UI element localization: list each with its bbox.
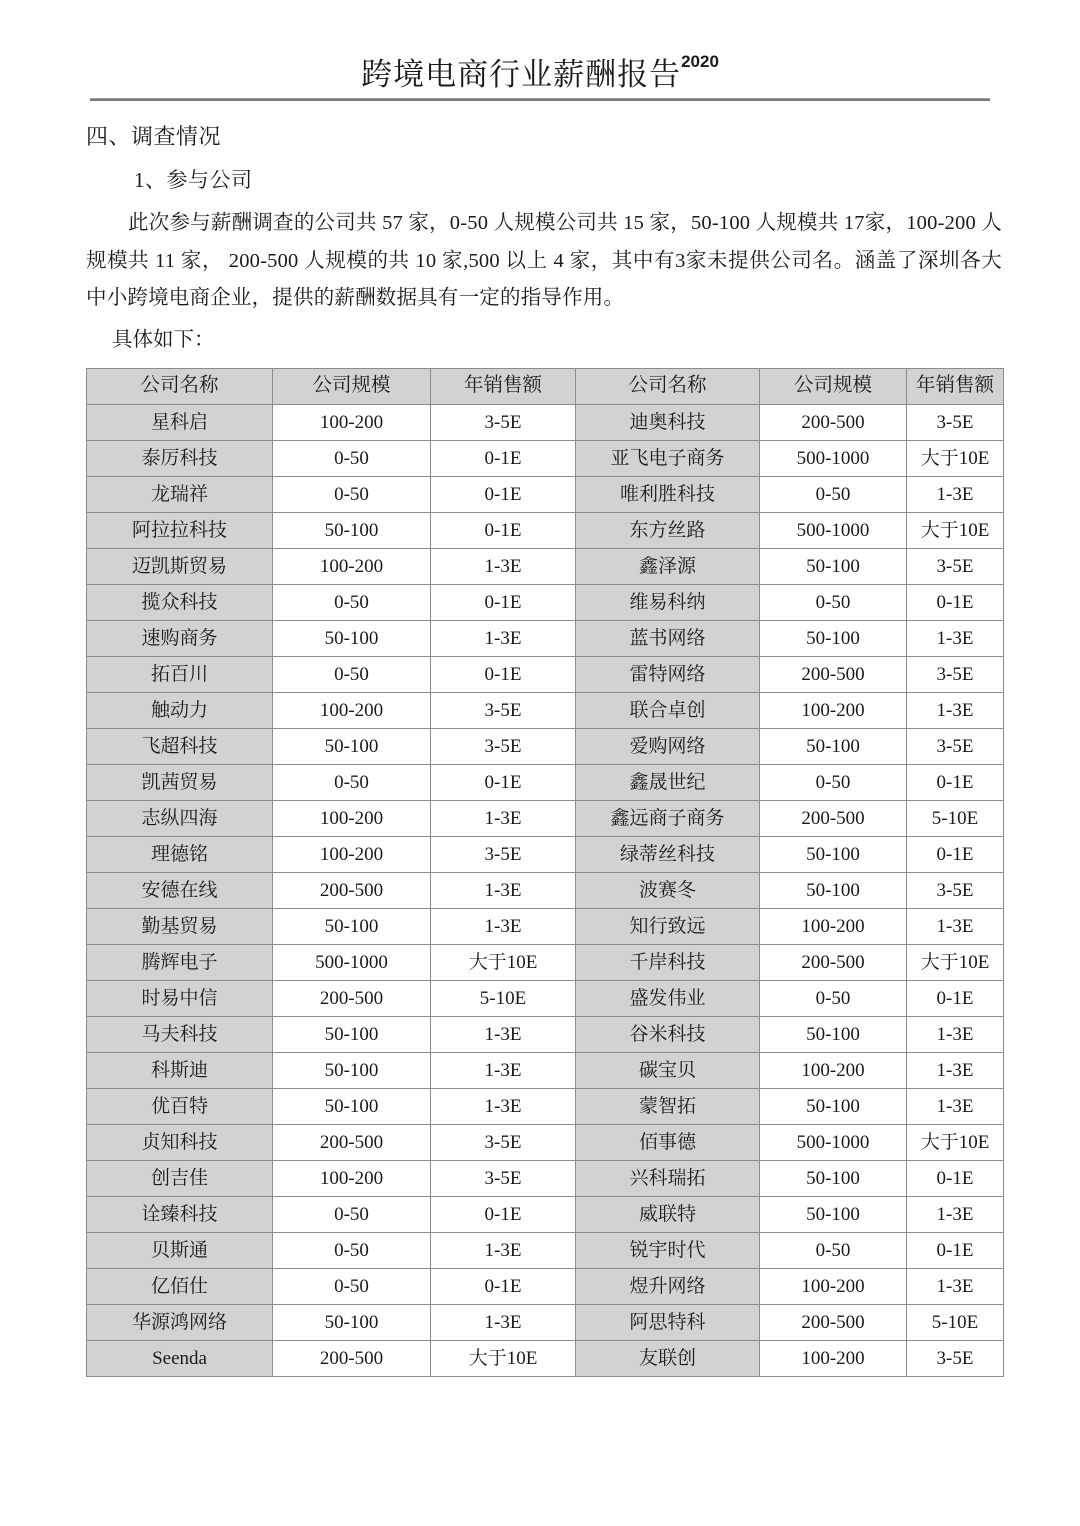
cell-company-size-right: 200-500 — [760, 405, 907, 441]
cell-company-name-right: 维易科纳 — [576, 585, 760, 621]
cell-company-name-left: 科斯迪 — [87, 1053, 273, 1089]
cell-annual-sales-right: 3-5E — [907, 729, 1004, 765]
table-row — [87, 513, 1004, 549]
table-row — [87, 1125, 1004, 1161]
cell-annual-sales-right: 1-3E — [907, 477, 1004, 513]
cell-company-name-left: 星科启 — [87, 405, 273, 441]
cell-annual-sales-right: 3-5E — [907, 657, 1004, 693]
cell-annual-sales-right: 3-5E — [907, 1341, 1004, 1377]
cell-company-size-left: 0-50 — [273, 585, 431, 621]
table-row — [87, 1161, 1004, 1197]
cell-company-size-left: 200-500 — [273, 1341, 431, 1377]
cell-company-size-right: 100-200 — [760, 693, 907, 729]
cell-company-name-left: 揽众科技 — [87, 585, 273, 621]
cell-company-size-left: 50-100 — [273, 1305, 431, 1341]
column-header-company-size-right: 公司规模 — [760, 369, 907, 405]
section-heading: 四、调查情况 — [86, 124, 222, 150]
column-header-annual-sales-right: 年销售额 — [907, 369, 1004, 405]
table-row — [87, 801, 1004, 837]
cell-company-size-right: 50-100 — [760, 1197, 907, 1233]
cell-company-name-left: 凯茜贸易 — [87, 765, 273, 801]
cell-annual-sales-left: 1-3E — [431, 1233, 576, 1269]
cell-annual-sales-left: 3-5E — [431, 837, 576, 873]
cell-annual-sales-right: 大于10E — [907, 1125, 1004, 1161]
cell-company-size-right: 50-100 — [760, 837, 907, 873]
cell-company-size-right: 100-200 — [760, 1053, 907, 1089]
page-title-year-superscript: 2020 — [681, 51, 719, 71]
cell-annual-sales-right: 0-1E — [907, 585, 1004, 621]
table-body — [87, 405, 1004, 1377]
cell-annual-sales-right: 0-1E — [907, 765, 1004, 801]
table-row — [87, 1341, 1004, 1377]
cell-company-size-left: 100-200 — [273, 1161, 431, 1197]
cell-company-name-left: 腾辉电子 — [87, 945, 273, 981]
cell-annual-sales-left: 0-1E — [431, 1269, 576, 1305]
cell-annual-sales-left: 1-3E — [431, 801, 576, 837]
table-row — [87, 477, 1004, 513]
cell-company-name-right: 鑫远商子商务 — [576, 801, 760, 837]
cell-company-size-right: 50-100 — [760, 549, 907, 585]
cell-company-name-right: 知行致远 — [576, 909, 760, 945]
cell-company-size-left: 500-1000 — [273, 945, 431, 981]
cell-company-name-left: 飞超科技 — [87, 729, 273, 765]
cell-company-size-right: 100-200 — [760, 1341, 907, 1377]
cell-company-size-right: 100-200 — [760, 909, 907, 945]
cell-annual-sales-right: 0-1E — [907, 1161, 1004, 1197]
cell-annual-sales-left: 1-3E — [431, 873, 576, 909]
cell-annual-sales-right: 1-3E — [907, 693, 1004, 729]
cell-company-name-left: 华源鸿网络 — [87, 1305, 273, 1341]
cell-annual-sales-right: 1-3E — [907, 621, 1004, 657]
table-row — [87, 873, 1004, 909]
cell-company-name-right: 煜升网络 — [576, 1269, 760, 1305]
cell-company-name-right: 鑫泽源 — [576, 549, 760, 585]
cell-company-size-right: 500-1000 — [760, 1125, 907, 1161]
cell-company-name-right: 唯利胜科技 — [576, 477, 760, 513]
cell-company-size-right: 50-100 — [760, 1089, 907, 1125]
cell-annual-sales-right: 1-3E — [907, 1017, 1004, 1053]
cell-annual-sales-left: 1-3E — [431, 909, 576, 945]
cell-company-name-right: 锐宇时代 — [576, 1233, 760, 1269]
cell-annual-sales-left: 3-5E — [431, 729, 576, 765]
cell-company-size-left: 100-200 — [273, 405, 431, 441]
cell-company-size-left: 100-200 — [273, 549, 431, 585]
cell-annual-sales-right: 1-3E — [907, 909, 1004, 945]
table-row — [87, 1089, 1004, 1125]
cell-annual-sales-left: 0-1E — [431, 585, 576, 621]
cell-company-size-left: 50-100 — [273, 513, 431, 549]
cell-company-size-left: 50-100 — [273, 909, 431, 945]
cell-company-size-right: 50-100 — [760, 873, 907, 909]
cell-annual-sales-right: 1-3E — [907, 1269, 1004, 1305]
header-divider — [90, 98, 990, 101]
table-row — [87, 1305, 1004, 1341]
cell-company-name-left: 龙瑞祥 — [87, 477, 273, 513]
cell-company-size-right: 50-100 — [760, 1017, 907, 1053]
cell-company-size-left: 50-100 — [273, 1017, 431, 1053]
table-row — [87, 1269, 1004, 1305]
cell-company-name-right: 蓝书网络 — [576, 621, 760, 657]
cell-company-size-right: 50-100 — [760, 729, 907, 765]
cell-company-name-right: 盛发伟业 — [576, 981, 760, 1017]
cell-company-size-left: 200-500 — [273, 873, 431, 909]
cell-company-size-right: 200-500 — [760, 1305, 907, 1341]
cell-company-size-right: 200-500 — [760, 801, 907, 837]
page-title-text: 跨境电商行业薪酬报告 — [361, 57, 682, 92]
cell-company-name-right: 迪奥科技 — [576, 405, 760, 441]
table-row — [87, 837, 1004, 873]
cell-company-name-left: 安德在线 — [87, 873, 273, 909]
cell-company-name-left: 阿拉拉科技 — [87, 513, 273, 549]
cell-company-size-left: 100-200 — [273, 837, 431, 873]
table-row — [87, 657, 1004, 693]
cell-company-name-left: 触动力 — [87, 693, 273, 729]
cell-annual-sales-left: 3-5E — [431, 405, 576, 441]
cell-company-name-left: 马夫科技 — [87, 1017, 273, 1053]
cell-company-size-left: 100-200 — [273, 801, 431, 837]
cell-company-size-right: 200-500 — [760, 945, 907, 981]
cell-company-name-left: 时易中信 — [87, 981, 273, 1017]
table-row — [87, 1053, 1004, 1089]
table-row — [87, 441, 1004, 477]
cell-company-size-right: 500-1000 — [760, 441, 907, 477]
cell-company-size-left: 200-500 — [273, 981, 431, 1017]
cell-company-name-left: 速购商务 — [87, 621, 273, 657]
table-row — [87, 1233, 1004, 1269]
cell-annual-sales-left: 1-3E — [431, 621, 576, 657]
cell-annual-sales-right: 0-1E — [907, 837, 1004, 873]
detail-intro-line: 具体如下： — [112, 329, 215, 352]
cell-company-size-right: 0-50 — [760, 585, 907, 621]
cell-company-size-right: 200-500 — [760, 657, 907, 693]
cell-company-name-right: 东方丝路 — [576, 513, 760, 549]
cell-company-size-left: 50-100 — [273, 1053, 431, 1089]
cell-company-name-right: 友联创 — [576, 1341, 760, 1377]
cell-company-name-right: 联合卓创 — [576, 693, 760, 729]
cell-annual-sales-left: 1-3E — [431, 1305, 576, 1341]
cell-annual-sales-right: 1-3E — [907, 1197, 1004, 1233]
cell-company-name-left: 志纵四海 — [87, 801, 273, 837]
document-body — [0, 121, 1080, 358]
table-row — [87, 729, 1004, 765]
cell-company-name-right: 蒙智拓 — [576, 1089, 760, 1125]
cell-company-name-right: 兴科瑞拓 — [576, 1161, 760, 1197]
cell-annual-sales-left: 1-3E — [431, 1017, 576, 1053]
cell-company-name-left: 诠臻科技 — [87, 1197, 273, 1233]
cell-company-size-right: 0-50 — [760, 981, 907, 1017]
table-header-row — [87, 369, 1004, 405]
column-header-annual-sales-left: 年销售额 — [431, 369, 576, 405]
cell-company-name-left: 迈凯斯贸易 — [87, 549, 273, 585]
cell-company-name-left: 贞知科技 — [87, 1125, 273, 1161]
cell-annual-sales-right: 1-3E — [907, 1053, 1004, 1089]
cell-annual-sales-right: 5-10E — [907, 801, 1004, 837]
cell-company-size-right: 0-50 — [760, 477, 907, 513]
cell-company-name-left: 泰厉科技 — [87, 441, 273, 477]
cell-annual-sales-right: 5-10E — [907, 1305, 1004, 1341]
cell-company-name-right: 鑫晟世纪 — [576, 765, 760, 801]
cell-company-name-right: 千岸科技 — [576, 945, 760, 981]
companies-table — [86, 368, 1004, 1377]
table-row — [87, 981, 1004, 1017]
cell-company-name-left: 贝斯通 — [87, 1233, 273, 1269]
cell-company-name-right: 雷特网络 — [576, 657, 760, 693]
cell-company-name-right: 威联特 — [576, 1197, 760, 1233]
table-row — [87, 1017, 1004, 1053]
cell-company-size-right: 50-100 — [760, 1161, 907, 1197]
cell-annual-sales-left: 3-5E — [431, 693, 576, 729]
cell-annual-sales-right: 3-5E — [907, 549, 1004, 585]
table-row — [87, 765, 1004, 801]
page-title — [361, 51, 719, 92]
table-row — [87, 1197, 1004, 1233]
cell-annual-sales-left: 1-3E — [431, 1053, 576, 1089]
cell-annual-sales-left: 3-5E — [431, 1161, 576, 1197]
cell-annual-sales-left: 0-1E — [431, 513, 576, 549]
cell-annual-sales-left: 3-5E — [431, 1125, 576, 1161]
table-row — [87, 693, 1004, 729]
cell-annual-sales-left: 0-1E — [431, 1197, 576, 1233]
cell-company-name-left: 优百特 — [87, 1089, 273, 1125]
table-row — [87, 405, 1004, 441]
cell-annual-sales-right: 大于10E — [907, 945, 1004, 981]
cell-company-name-left: 创吉佳 — [87, 1161, 273, 1197]
cell-company-size-left: 100-200 — [273, 693, 431, 729]
table-row — [87, 909, 1004, 945]
cell-annual-sales-right: 0-1E — [907, 981, 1004, 1017]
cell-annual-sales-left: 0-1E — [431, 477, 576, 513]
cell-company-size-left: 0-50 — [273, 441, 431, 477]
cell-company-size-right: 100-200 — [760, 1269, 907, 1305]
cell-company-name-right: 碳宝贝 — [576, 1053, 760, 1089]
cell-company-name-right: 阿思特科 — [576, 1305, 760, 1341]
cell-company-name-right: 爱购网络 — [576, 729, 760, 765]
cell-company-name-right: 谷米科技 — [576, 1017, 760, 1053]
cell-annual-sales-right: 大于10E — [907, 441, 1004, 477]
subsection-heading: 1、参与公司 — [134, 167, 253, 192]
cell-company-size-left: 0-50 — [273, 657, 431, 693]
document-header — [0, 0, 1080, 101]
cell-company-name-right: 亚飞电子商务 — [576, 441, 760, 477]
cell-company-name-right: 绿蒂丝科技 — [576, 837, 760, 873]
cell-company-size-right: 0-50 — [760, 1233, 907, 1269]
cell-company-size-left: 200-500 — [273, 1125, 431, 1161]
cell-company-size-left: 50-100 — [273, 621, 431, 657]
table-row — [87, 621, 1004, 657]
cell-company-name-right: 佰事德 — [576, 1125, 760, 1161]
cell-company-size-left: 0-50 — [273, 765, 431, 801]
survey-paragraph: 此次参与薪酬调查的公司共 57 家，0-50 人规模公司共 15 家，50-100 人规模共 17家，100-200 人规模共 11 家， 200-500 人规模的共 10 家,500 以上 4 家，其中有3家未提供公司名。涵盖了深圳各大中小跨境电商企业，提供的薪酬数据具有一定的指导作用。 — [86, 212, 1002, 310]
cell-annual-sales-left: 1-3E — [431, 549, 576, 585]
cell-annual-sales-left: 大于10E — [431, 1341, 576, 1377]
column-header-company-size-left: 公司规模 — [273, 369, 431, 405]
cell-annual-sales-right: 1-3E — [907, 1089, 1004, 1125]
column-header-company-name-left: 公司名称 — [87, 369, 273, 405]
cell-company-name-right: 波赛冬 — [576, 873, 760, 909]
cell-annual-sales-left: 5-10E — [431, 981, 576, 1017]
table-row — [87, 945, 1004, 981]
column-header-company-name-right: 公司名称 — [576, 369, 760, 405]
cell-company-size-right: 50-100 — [760, 621, 907, 657]
table-row — [87, 549, 1004, 585]
cell-annual-sales-left: 大于10E — [431, 945, 576, 981]
cell-company-size-right: 0-50 — [760, 765, 907, 801]
cell-annual-sales-right: 3-5E — [907, 405, 1004, 441]
cell-annual-sales-left: 0-1E — [431, 657, 576, 693]
cell-annual-sales-left: 1-3E — [431, 1089, 576, 1125]
cell-company-size-left: 0-50 — [273, 1197, 431, 1233]
table-row — [87, 585, 1004, 621]
cell-company-size-left: 0-50 — [273, 1269, 431, 1305]
cell-annual-sales-left: 0-1E — [431, 441, 576, 477]
table-header — [87, 369, 1004, 405]
cell-company-size-left: 50-100 — [273, 1089, 431, 1125]
cell-company-size-left: 0-50 — [273, 1233, 431, 1269]
cell-company-size-left: 50-100 — [273, 729, 431, 765]
cell-company-size-right: 500-1000 — [760, 513, 907, 549]
cell-annual-sales-right: 0-1E — [907, 1233, 1004, 1269]
cell-annual-sales-right: 大于10E — [907, 513, 1004, 549]
cell-company-name-left: Seenda — [87, 1341, 273, 1377]
cell-annual-sales-left: 0-1E — [431, 765, 576, 801]
cell-company-name-left: 拓百川 — [87, 657, 273, 693]
cell-company-size-left: 0-50 — [273, 477, 431, 513]
companies-table-container — [0, 368, 1080, 1377]
cell-annual-sales-right: 3-5E — [907, 873, 1004, 909]
cell-company-name-left: 理德铭 — [87, 837, 273, 873]
cell-company-name-left: 勤基贸易 — [87, 909, 273, 945]
cell-company-name-left: 亿佰仕 — [87, 1269, 273, 1305]
